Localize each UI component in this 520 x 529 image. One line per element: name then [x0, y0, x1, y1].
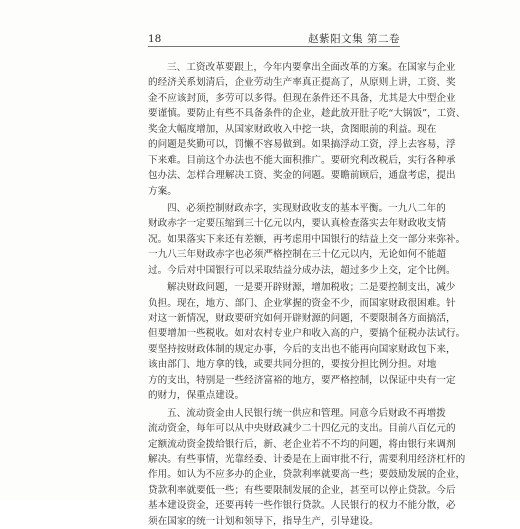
text-line: 奖金大幅度增加，从国家财政收入中挖一块，贪图眼前的利益。现在	[148, 123, 437, 135]
text-line: 一九八三年财政赤字也必须严格控制在三十亿元以内，无论如何不能超	[148, 249, 447, 261]
text-line: 解决。有些事情，光靠经委、计委是在上面审批不行，需要利用经济杠杆的	[148, 453, 466, 465]
text-line: 下来难。目前这个办法也不能大面积推广。要研究利改税后，实行各种承	[148, 154, 456, 166]
text-line: 对这一新情况，财政要研究如何开辟财源的问题，不要限制各方面搞活，	[148, 313, 456, 324]
text-line: 财政赤字一定要压缩到三十亿元以内，要认真检查落实去年财政收支情	[148, 218, 447, 230]
text-line: 的问题是奖勤可以，罚懒不容易做到。如果搞浮动工资，浮上去容易，浮	[148, 139, 456, 151]
paragraph	[148, 201, 466, 278]
text-line: 定额流动资金拨给银行后，新、老企业若不不均的问题，将由银行来调剂	[148, 438, 456, 450]
paragraph	[148, 406, 466, 529]
text-line: 要坚持按财政体制的规定办事，今后的支出也不能再向国家财政包下来，	[148, 343, 456, 355]
text-line: 方的支出，特别是一些经济富裕的地方，要严格控制，以保证中央有一定	[148, 374, 456, 386]
text-line: 但要增加一些税收。如对农村专业户和收入高的户，要搞个征税办法试行。	[148, 328, 466, 340]
paragraph	[148, 280, 466, 404]
text-line: 该由部门、地方拿的钱，或要共同分担的，要按分担比例分担。对地	[148, 359, 437, 371]
text-line: 况。如果落实下来还有差额，再考虑用中国银行的结益上交一部分来弥补。	[148, 233, 466, 245]
text-line: 金不应该封顶，多劳可以多得。但现在条件还不具备，尤其是大中型企业	[148, 92, 456, 104]
text-line: 负担。现在，地方、部门、企业掌握的资金不少，而国家财政很困难。针	[148, 297, 456, 309]
running-title: 赵紫阳文集 第二卷	[308, 33, 400, 45]
text-line: 解决财政问题，一是要开辟财源，增加税收；二是要控制支出，减少	[167, 282, 456, 294]
text-line: 包办法、怎样合理解决工资、奖金的问题。要瞻前顾后，通盘考虑，提出	[148, 170, 456, 182]
text-line: 要谨慎。要防止有些不具备条件的企业，趁此放开肚子吃“大锅饭”，工资、	[148, 108, 466, 120]
page-header	[148, 31, 400, 47]
text-line: 五、流动资金由人民银行统一供应和管理。同意今后财政不再增拨	[167, 407, 446, 419]
text-line: 三、工资改革要跟上，今年内要拿出全面改革的方案。在国家与企业	[167, 62, 456, 73]
text-line: 作用。如认为不应多办的企业，贷款利率就要高一些；要鼓励发展的企业，	[148, 469, 466, 481]
text-line: 流动资金，每年可以从中央财政减少二十四亿元的支出。目前八百亿元的	[148, 423, 456, 435]
text-line: 须在国家的统一计划和领导下，指导生产，引导建设。	[148, 515, 379, 527]
header-rule	[148, 46, 400, 47]
text-line: 方案。	[148, 185, 177, 197]
text-line: 的财力，保重点建设。	[148, 390, 245, 402]
text-line: 基本建设资金，还要再转一些作银行贷款。人民银行的权力不能分散，必	[148, 500, 456, 512]
text-line: 过。今后对中国银行可以采取结益分成办法，超过多少上交，定个比例。	[148, 264, 456, 276]
text-line: 四、必须控制财政赤字，实现财政收支的基本平衡。一九八二年的	[167, 202, 446, 214]
paragraph	[148, 60, 466, 199]
text-line: 贷款利率就要低一些；有些要限制发展的企业，甚至可以停止贷款。今后	[148, 484, 456, 496]
body-text	[148, 60, 466, 529]
text-line: 的经济关系划清后，企业劳动生产率真正提高了，从原则上讲，工资、奖	[148, 77, 456, 89]
page-number: 18	[148, 33, 162, 45]
